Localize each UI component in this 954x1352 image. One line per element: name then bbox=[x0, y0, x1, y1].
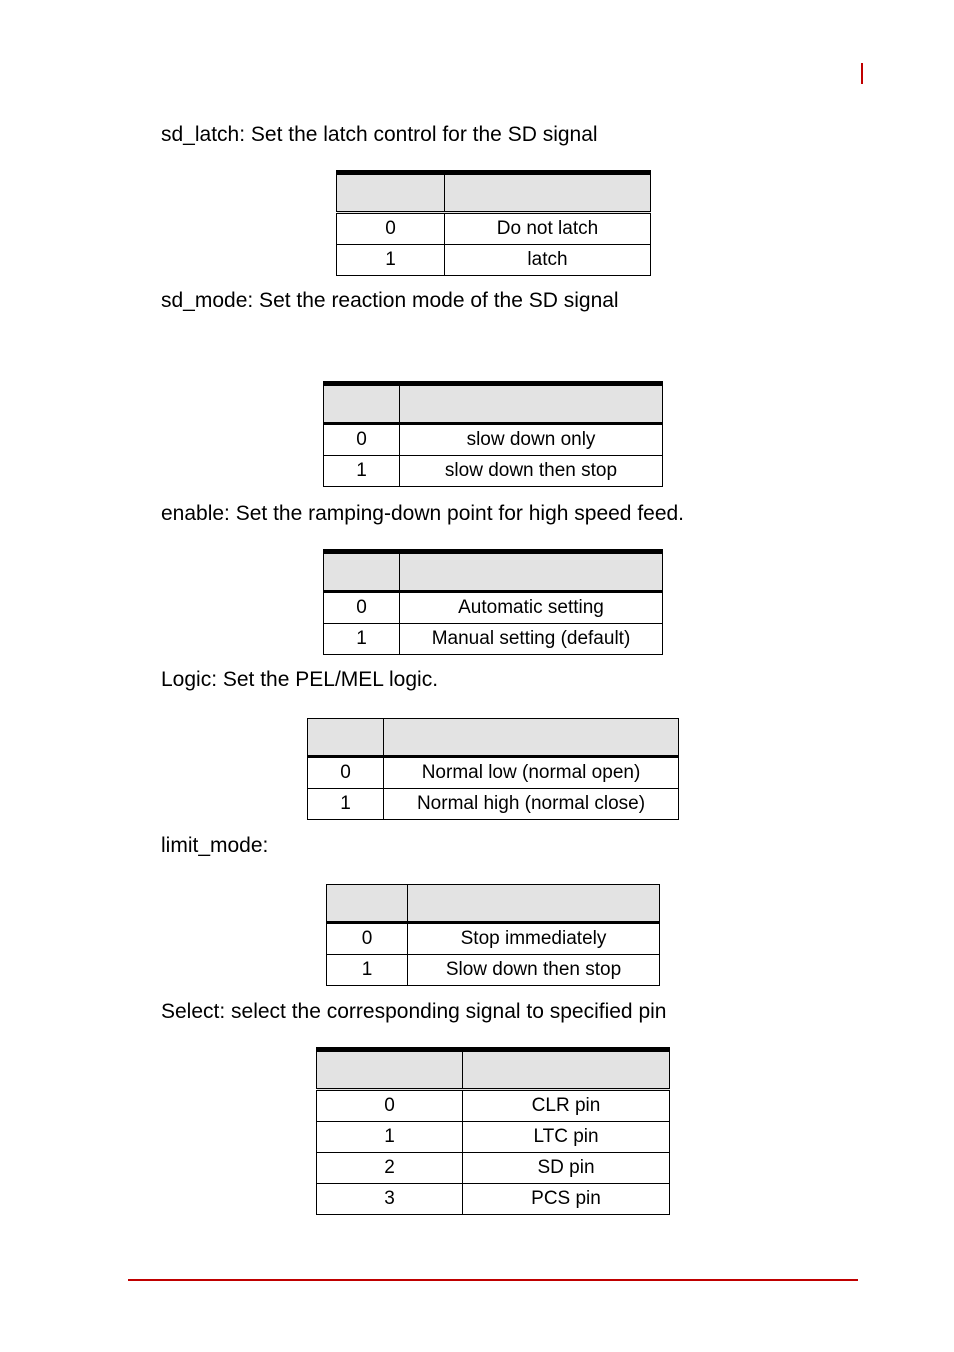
table-row bbox=[317, 1153, 670, 1184]
value-cell: 0 bbox=[324, 592, 400, 624]
header-cell-meaning bbox=[408, 885, 660, 923]
table-header-row bbox=[308, 719, 679, 757]
value-cell: 1 bbox=[337, 245, 445, 276]
header-cell-value bbox=[317, 1050, 463, 1090]
table-row bbox=[308, 757, 679, 789]
table-header-row bbox=[324, 552, 663, 592]
meaning-cell: PCS pin bbox=[463, 1184, 670, 1215]
table-row bbox=[317, 1184, 670, 1215]
value-cell: 1 bbox=[317, 1122, 463, 1153]
select-table bbox=[316, 1047, 670, 1215]
meaning-cell: Manual setting (default) bbox=[400, 624, 663, 655]
enable-caption: enable: Set the ramping-down point for high speed feed. bbox=[161, 502, 685, 525]
value-cell: 1 bbox=[308, 789, 384, 820]
header-cell-meaning bbox=[463, 1050, 670, 1090]
header-cell-value bbox=[337, 173, 445, 213]
value-cell: 3 bbox=[317, 1184, 463, 1215]
table-row bbox=[337, 245, 651, 276]
table-header-row bbox=[324, 384, 663, 424]
header-cell-meaning bbox=[445, 173, 651, 213]
meaning-cell: Automatic setting bbox=[400, 592, 663, 624]
meaning-cell: Slow down then stop bbox=[408, 955, 660, 986]
value-cell: 1 bbox=[327, 955, 408, 986]
meaning-cell: Do not latch bbox=[445, 213, 651, 245]
meaning-cell: Stop immediately bbox=[408, 923, 660, 955]
value-cell: 1 bbox=[324, 624, 400, 655]
table-row bbox=[337, 213, 651, 245]
meaning-cell: latch bbox=[445, 245, 651, 276]
value-cell: 0 bbox=[324, 424, 400, 456]
meaning-cell: slow down only bbox=[400, 424, 663, 456]
meaning-cell: SD pin bbox=[463, 1153, 670, 1184]
meaning-cell: Normal low (normal open) bbox=[384, 757, 679, 789]
table-row bbox=[324, 424, 663, 456]
header-cell-meaning bbox=[384, 719, 679, 757]
chapter-marker bbox=[861, 63, 863, 84]
table-row bbox=[327, 955, 660, 986]
enable-table bbox=[323, 549, 663, 655]
meaning-cell: slow down then stop bbox=[400, 456, 663, 487]
sd-latch-caption: sd_latch: Set the latch control for the SD signal bbox=[161, 123, 598, 146]
header-cell-value bbox=[324, 552, 400, 592]
table-row bbox=[317, 1122, 670, 1153]
sd-mode-table bbox=[323, 381, 663, 487]
table-row bbox=[324, 456, 663, 487]
meaning-cell: CLR pin bbox=[463, 1090, 670, 1122]
header-cell-meaning bbox=[400, 552, 663, 592]
header-cell-meaning bbox=[400, 384, 663, 424]
table-header-row bbox=[317, 1050, 670, 1090]
select-caption: Select: select the corresponding signal to specified pin bbox=[161, 1000, 667, 1023]
value-cell: 0 bbox=[317, 1090, 463, 1122]
footer-rule bbox=[128, 1279, 858, 1281]
value-cell: 0 bbox=[337, 213, 445, 245]
meaning-cell: Normal high (normal close) bbox=[384, 789, 679, 820]
header-cell-value bbox=[327, 885, 408, 923]
limit-mode-caption: limit_mode: bbox=[161, 834, 269, 857]
table-row bbox=[324, 624, 663, 655]
limit-mode-table bbox=[326, 884, 660, 986]
value-cell: 1 bbox=[324, 456, 400, 487]
meaning-cell: LTC pin bbox=[463, 1122, 670, 1153]
value-cell: 0 bbox=[327, 923, 408, 955]
logic-caption: Logic: Set the PEL/MEL logic. bbox=[161, 668, 439, 691]
header-cell-value bbox=[308, 719, 384, 757]
table-header-row bbox=[327, 885, 660, 923]
value-cell: 0 bbox=[308, 757, 384, 789]
sd-latch-table bbox=[336, 170, 651, 276]
sd-mode-caption: sd_mode: Set the reaction mode of the SD signal bbox=[161, 289, 619, 312]
value-cell: 2 bbox=[317, 1153, 463, 1184]
table-row bbox=[308, 789, 679, 820]
table-row bbox=[317, 1090, 670, 1122]
table-header-row bbox=[337, 173, 651, 213]
table-row bbox=[327, 923, 660, 955]
table-row bbox=[324, 592, 663, 624]
logic-table bbox=[307, 718, 679, 820]
header-cell-value bbox=[324, 384, 400, 424]
